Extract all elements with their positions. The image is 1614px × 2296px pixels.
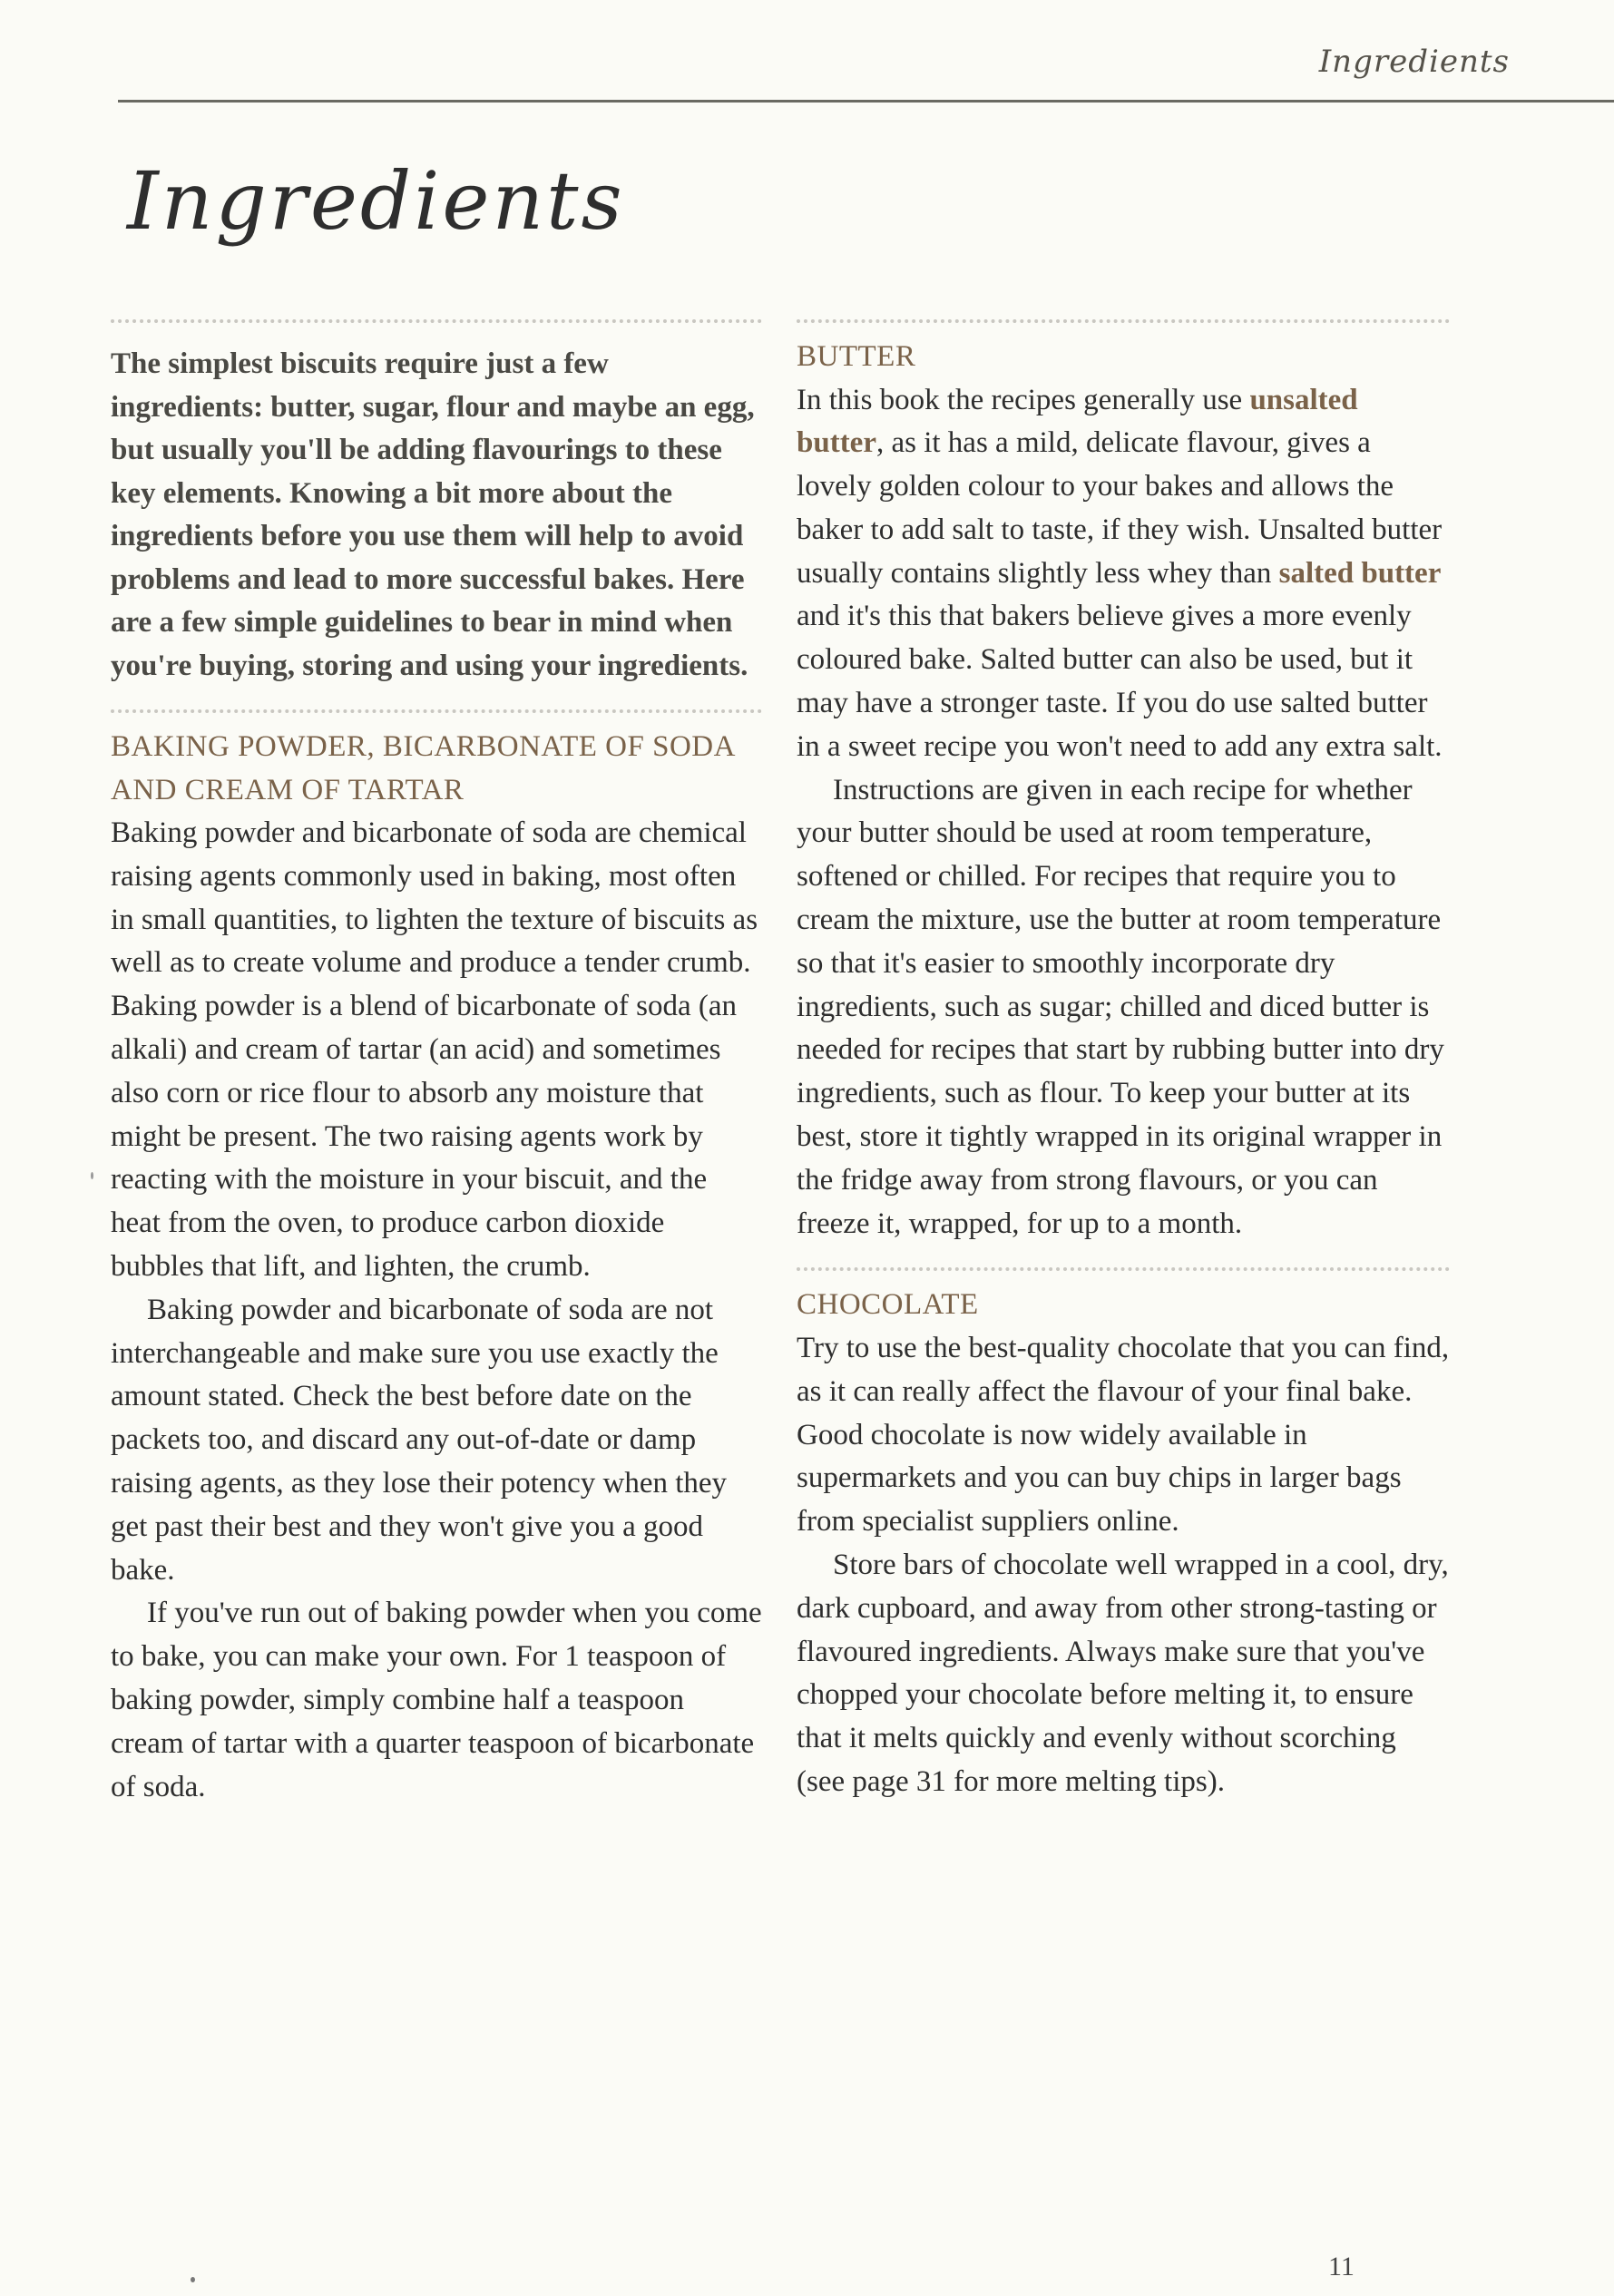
- butter-text: , as it has a mild, delicate flavour, gives a lovely golden colour to your bakes and allows the baker to add salt to taste, if they wish. Unsalted butter usually contains slightly less whey than: [797, 426, 1443, 590]
- chocolate-paragraph-2: Store bars of chocolate well wrapped in a cool, dry, dark cupboard, and away from other strong-tasting or flavoured ingredients. Always make sure that you've chopped your chocolate before melting it, to ensure that it melts quickly and evenly without scorching (see page 31 for more melting tips).: [797, 1548, 1449, 1798]
- chocolate-paragraph-1: Try to use the best-quality chocolate that you can find, as it can really affect the flavour of your final bake. Good chocolate is now widely available in supermarkets and you can buy chips in larger bags from specialist suppliers online.: [797, 1331, 1450, 1539]
- section-heading-baking-powder: BAKING POWDER, BICARBONATE OF SODA AND CREAM OF TARTAR: [111, 730, 735, 806]
- dotted-divider: [797, 1267, 1450, 1271]
- butter-paragraph-2: Instructions are given in each recipe for whether your butter should be used at room temperature, softened or chilled. For recipes that require you to cream the mixture, use the butter at room temperature so that it's easier to smoothly incorporate dry ingredients, such as sugar; chilled and diced butter is needed for recipes that start by rubbing butter into dry ingredients, such as flour. To keep your butter at its best, store it tightly wrapped in its original wrapper in the fridge away from strong flavours, or you can freeze it, wrapped, for up to a month.: [797, 773, 1444, 1240]
- butter-text: and it's this that bakers believe gives a more evenly coloured bake. Salted butter can also be used, but it may have a stronger taste. If you do use salted butter in a sweet recipe you won't need to add any extra salt.: [797, 600, 1443, 763]
- butter-text: In this book the recipes generally use: [797, 383, 1243, 416]
- highlight-salted-butter: salted butter: [1278, 556, 1442, 590]
- baking-powder-paragraph-2: Baking powder and bicarbonate of soda are not interchangeable and make sure you use exactly the amount stated. Check the best before date on the packets too, and discard any out-of-date or damp raising agents, as they lose their potency when they get past their best and they won't give you a good bake.: [111, 1293, 728, 1587]
- dotted-divider: [797, 319, 1450, 323]
- page-title: Ingredients: [127, 154, 625, 248]
- page-number: 11: [1328, 2252, 1355, 2281]
- highlight-unsalted-butter: unsalted butter: [797, 383, 1358, 460]
- dotted-divider: [111, 709, 762, 713]
- butter-paragraph-1: [797, 379, 1450, 769]
- running-header: Ingredients: [1318, 44, 1510, 80]
- section-heading-chocolate: CHOCOLATE: [797, 1288, 979, 1322]
- paper-speck: [91, 1172, 93, 1179]
- left-column: [111, 319, 762, 1809]
- baking-powder-paragraph-1: Baking powder and bicarbonate of soda are chemical raising agents commonly used in baking, most often in small quantities, to lighten the texture of biscuits as well as to create volume and produce a tender crumb. Baking powder is a blend of bicarbonate of soda (an alkali) and cream of tartar (an acid) and sometimes also corn or rice flour to absorb any moisture that might be present. The two raising agents work by reacting with the moisture in your biscuit, and the heat from the oven, to produce carbon dioxide bubbles that lift, and lighten, the crumb.: [111, 816, 758, 1283]
- right-column: [797, 319, 1450, 1804]
- intro-paragraph: The simplest biscuits require just a few ingredients: butter, sugar, flour and maybe an egg, but usually you'll be adding flavourings to these key elements. Knowing a bit more about the ingredients before you use them will help to avoid problems and lead to more successful bakes. Here are a few simple guidelines to bear in mind when you're buying, storing and using your ingredients.: [111, 347, 755, 682]
- dotted-divider: [111, 319, 762, 323]
- paper-speck: [191, 2277, 195, 2282]
- header-rule: [118, 100, 1614, 103]
- section-heading-butter: BUTTER: [797, 340, 916, 373]
- baking-powder-paragraph-3: If you've run out of baking powder when you come to bake, you can make your own. For 1 teaspoon of baking powder, simply combine half a teaspoon cream of tartar with a quarter teaspoon of bicarbonate of soda.: [111, 1597, 762, 1803]
